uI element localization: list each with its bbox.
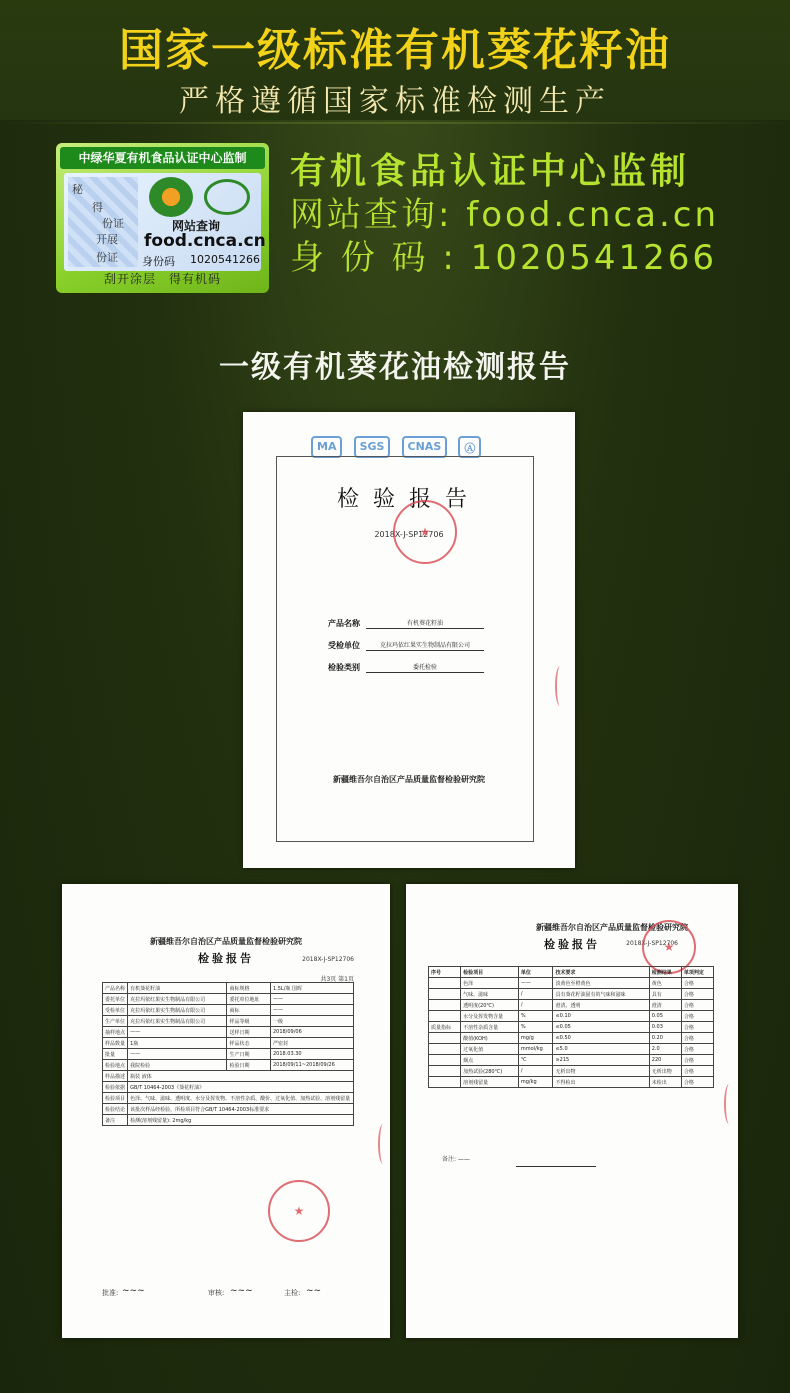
signature-review: ~~~ bbox=[230, 1286, 253, 1296]
report-summary-page bbox=[62, 884, 390, 1338]
divider bbox=[0, 122, 790, 124]
table-cell: —— bbox=[128, 1049, 227, 1060]
table-cell: —— bbox=[270, 994, 353, 1005]
table-cell: 过氧化值 bbox=[461, 1044, 519, 1055]
cert-scratch-area bbox=[68, 177, 138, 267]
table-cell: 检验结论 bbox=[103, 1104, 128, 1115]
table-cell: 淡黄色至橙黄色 bbox=[553, 978, 649, 989]
table-cell: % bbox=[518, 1022, 553, 1033]
field-value: 有机葵花籽油 bbox=[366, 618, 484, 629]
table-cell: 澄清、透明 bbox=[553, 1000, 649, 1011]
table-cell: 合格 bbox=[681, 1000, 713, 1011]
cert-id-label: 身份码 bbox=[142, 255, 175, 268]
table-header-cell: 技术要求 bbox=[553, 967, 649, 978]
table-cell: 严密封 bbox=[270, 1038, 353, 1049]
summary-org: 新疆维吾尔自治区产品质量监督检验研究院 bbox=[150, 937, 302, 946]
table-row bbox=[429, 989, 714, 1000]
table-cell: 合格 bbox=[681, 989, 713, 1000]
table-cell: 溶剂残留量 bbox=[461, 1077, 519, 1088]
table-cell bbox=[429, 1000, 461, 1011]
sig-review-label: 审核: bbox=[208, 1289, 225, 1297]
table-cell: 生产单位 bbox=[103, 1016, 128, 1027]
table-cell: 0.05 bbox=[649, 1011, 681, 1022]
table-cell: 我院检验 bbox=[128, 1060, 227, 1071]
table-cell: ≤0.10 bbox=[553, 1011, 649, 1022]
table-cell: 具有葵花籽油固有的气味和滋味 bbox=[553, 989, 649, 1000]
table-row bbox=[103, 1060, 354, 1071]
table-cell: 1瓶 bbox=[128, 1038, 227, 1049]
table-cell: 瓶装 液体 bbox=[128, 1071, 354, 1082]
table-cell: 检测(溶剂残留量): 2mg/kg bbox=[128, 1115, 354, 1126]
field-key: 受检单位 bbox=[328, 641, 360, 650]
table-header-cell: 检验项目 bbox=[461, 967, 519, 978]
table-row bbox=[103, 1005, 354, 1016]
table-row bbox=[103, 1104, 354, 1115]
table-cell: 合格 bbox=[681, 1066, 713, 1077]
table-cell: 0.20 bbox=[649, 1033, 681, 1044]
table-cell: 2.0 bbox=[649, 1044, 681, 1055]
table-cell: 合格 bbox=[681, 1077, 713, 1088]
table-cell: 色泽 bbox=[461, 978, 519, 989]
table-cell: 2018.03.30 bbox=[270, 1049, 353, 1060]
table-cell: GB/T 10464-2003《葵花籽油》 bbox=[128, 1082, 354, 1093]
table-cell: 批量 bbox=[103, 1049, 128, 1060]
table-cell bbox=[429, 1011, 461, 1022]
field-value: 委托检验 bbox=[366, 662, 484, 673]
detail-remark: 备注: —— bbox=[442, 1156, 470, 1163]
table-cell bbox=[429, 1066, 461, 1077]
signature-approve: ~~~ bbox=[122, 1286, 145, 1296]
cert-left-text: 份证 bbox=[96, 251, 118, 264]
summary-page-no: 共3页 第1页 bbox=[320, 976, 354, 983]
table-cell: 委托单位地址 bbox=[227, 994, 270, 1005]
table-cell: 合格 bbox=[681, 1055, 713, 1066]
table-cell: 委托单位 bbox=[103, 994, 128, 1005]
cert-id: 1020541266 bbox=[190, 253, 260, 266]
table-cell: 生产日期 bbox=[227, 1049, 270, 1060]
table-header-cell: 序号 bbox=[429, 967, 461, 978]
sgs-logo-icon: SGS bbox=[354, 436, 391, 458]
cert-info bbox=[290, 150, 719, 280]
table-cell: ≤5.0 bbox=[553, 1044, 649, 1055]
cert-label-body bbox=[64, 173, 266, 271]
table-cell: / bbox=[518, 1066, 553, 1077]
table-cell: 样品等级 bbox=[227, 1016, 270, 1027]
table-cell: 合格 bbox=[681, 978, 713, 989]
table-cell: 合格 bbox=[681, 1033, 713, 1044]
table-cell: mmol/kg bbox=[518, 1044, 553, 1055]
table-cell: 样品状态 bbox=[227, 1038, 270, 1049]
page-subtitle: 严格遵循国家标准检测生产 bbox=[179, 84, 611, 119]
table-cell: 无析出物 bbox=[649, 1066, 681, 1077]
table-cell: % bbox=[518, 1011, 553, 1022]
table-cell: 样品数量 bbox=[103, 1038, 128, 1049]
table-cell: 合格 bbox=[681, 1011, 713, 1022]
cert-left-text: 得 bbox=[92, 201, 103, 214]
china-organic-logo-icon bbox=[204, 179, 250, 215]
table-cell: 不溶性杂质含量 bbox=[461, 1022, 519, 1033]
table-row bbox=[103, 1093, 354, 1104]
table-row bbox=[103, 1115, 354, 1126]
field-key: 产品名称 bbox=[328, 619, 360, 628]
table-header-cell: 检测结果 bbox=[649, 967, 681, 978]
table-row bbox=[103, 1016, 354, 1027]
sig-approve-label: 批准: bbox=[102, 1289, 119, 1297]
table-cell: 商标规格 bbox=[227, 983, 270, 994]
cover-title: 检验报告 bbox=[336, 487, 481, 512]
cover-org: 新疆维吾尔自治区产品质量监督检验研究院 bbox=[333, 775, 485, 784]
organic-logo-icon bbox=[149, 177, 193, 217]
cert-left-text: 秘 bbox=[72, 183, 83, 196]
cover-report-code: 2018X-J-SP12706 bbox=[374, 530, 444, 539]
table-cell: 加热试验(280℃) bbox=[461, 1066, 519, 1077]
table-cell: 2018/09/06 bbox=[270, 1027, 353, 1038]
table-cell: —— bbox=[128, 1027, 227, 1038]
table-cell: 透明度(20℃) bbox=[461, 1000, 519, 1011]
cert-left-text: 开展 bbox=[96, 233, 118, 246]
table-cell: 合格 bbox=[681, 1044, 713, 1055]
table-row bbox=[429, 1066, 714, 1077]
table-row bbox=[429, 1055, 714, 1066]
red-seal-stamp bbox=[268, 1180, 330, 1242]
table-cell: 一级 bbox=[270, 1016, 353, 1027]
detail-table bbox=[428, 966, 714, 1088]
detail-org: 新疆维吾尔自治区产品质量监督检验研究院 bbox=[536, 923, 688, 932]
red-seal-edge bbox=[724, 1084, 734, 1124]
table-cell: 检验依据 bbox=[103, 1082, 128, 1093]
table-cell bbox=[429, 1055, 461, 1066]
detail-title: 检验报告 bbox=[544, 938, 600, 951]
cover-field bbox=[328, 640, 498, 662]
table-row bbox=[103, 994, 354, 1005]
signature-main: ~~ bbox=[306, 1286, 322, 1296]
table-cell bbox=[429, 1044, 461, 1055]
table-row bbox=[429, 1000, 714, 1011]
cert-info-line1: 有机食品认证中心监制 bbox=[290, 151, 691, 192]
table-cell: 气味、滋味 bbox=[461, 989, 519, 1000]
table-cell: mg/g bbox=[518, 1033, 553, 1044]
table-cell: 色泽、气味、滋味、透明度、水分及挥发物、不溶性杂质、酸价、过氧化值、加热试验、溶剂残留量 bbox=[128, 1093, 354, 1104]
table-cell: 检验地点 bbox=[103, 1060, 128, 1071]
cert-foot: 刮开涂层 得有机码 bbox=[103, 272, 221, 286]
ma-logo-icon: MA bbox=[311, 436, 342, 458]
table-cell: 商标 bbox=[227, 1005, 270, 1016]
table-cell: mg/kg bbox=[518, 1077, 553, 1088]
table-cell: 该批次样品经检验，所检项目符合GB/T 10464-2003标准要求 bbox=[128, 1104, 354, 1115]
table-cell: 2018/09/11~2018/09/26 bbox=[270, 1060, 353, 1071]
page-title: 国家一级标准有机葵花籽油 bbox=[119, 25, 671, 76]
cert-label-head: 中绿华夏有机食品认证中心监制 bbox=[60, 147, 265, 169]
summary-table bbox=[102, 982, 354, 1126]
table-cell: 克拉玛依红果实生物制品有限公司 bbox=[128, 1005, 227, 1016]
red-seal-stamp bbox=[393, 500, 457, 564]
table-row bbox=[429, 1022, 714, 1033]
table-row bbox=[103, 1027, 354, 1038]
field-value: 克拉玛依红果实生物制品有限公司 bbox=[366, 640, 484, 651]
cnas-logo-icon: CNAS bbox=[402, 436, 448, 458]
summary-code: 2018X-J-SP12706 bbox=[302, 956, 354, 963]
table-cell: 烟点 bbox=[461, 1055, 519, 1066]
organic-cert-label bbox=[56, 143, 269, 293]
table-cell: 受检单位 bbox=[103, 1005, 128, 1016]
table-row bbox=[103, 1049, 354, 1060]
table-cell: 检验项目 bbox=[103, 1093, 128, 1104]
cert-info-id: 身 份 码 : 1020541266 bbox=[290, 238, 718, 278]
red-seal-edge bbox=[555, 666, 565, 706]
table-cell: 送样日期 bbox=[227, 1027, 270, 1038]
table-cell: 220 bbox=[649, 1055, 681, 1066]
cover-field bbox=[328, 662, 498, 684]
cert-left-text: 份证 bbox=[102, 217, 124, 230]
end-line bbox=[516, 1166, 596, 1167]
cert-info-site: 网站查询: food.cnca.cn bbox=[290, 195, 720, 235]
table-row bbox=[429, 1044, 714, 1055]
table-cell: 合格 bbox=[681, 1022, 713, 1033]
table-row bbox=[429, 1077, 714, 1088]
sig-main-label: 主检: bbox=[284, 1289, 301, 1297]
red-seal-edge bbox=[378, 1124, 388, 1164]
summary-title: 检验报告 bbox=[198, 952, 254, 965]
table-row bbox=[429, 1033, 714, 1044]
report-cover-page bbox=[243, 412, 575, 868]
table-cell: ≥215 bbox=[553, 1055, 649, 1066]
table-cell: 有机葵花籽油 bbox=[128, 983, 227, 994]
table-cell: 不得检出 bbox=[553, 1077, 649, 1088]
table-header-cell: 单项判定 bbox=[681, 967, 713, 978]
cover-field bbox=[328, 618, 498, 640]
table-cell: ≤0.50 bbox=[553, 1033, 649, 1044]
cover-fields bbox=[328, 618, 498, 684]
table-cell: 0.03 bbox=[649, 1022, 681, 1033]
table-cell: / bbox=[518, 989, 553, 1000]
table-cell: 质量指标 bbox=[429, 1022, 461, 1033]
report-detail-page bbox=[406, 884, 738, 1338]
table-cell: 样品描述 bbox=[103, 1071, 128, 1082]
table-row bbox=[103, 1071, 354, 1082]
table-header-row bbox=[429, 967, 714, 978]
table-cell: 抽样地点 bbox=[103, 1027, 128, 1038]
table-cell bbox=[429, 1033, 461, 1044]
table-cell bbox=[429, 989, 461, 1000]
table-cell: 未检出 bbox=[649, 1077, 681, 1088]
ilac-logo-icon: Ⓐ bbox=[458, 436, 481, 458]
field-key: 检验类别 bbox=[328, 663, 360, 672]
table-cell bbox=[429, 1077, 461, 1088]
table-row bbox=[103, 1038, 354, 1049]
table-cell: 酸值(KOH) bbox=[461, 1033, 519, 1044]
table-cell: 备注 bbox=[103, 1115, 128, 1126]
detail-code: 2018X-J-SP12706 bbox=[626, 940, 678, 947]
cert-site-label: 网站查询 bbox=[172, 219, 221, 233]
table-cell: 克拉玛依红果实生物制品有限公司 bbox=[128, 994, 227, 1005]
table-cell: 1.5L/瓶 国晖 bbox=[270, 983, 353, 994]
table-cell: ℃ bbox=[518, 1055, 553, 1066]
table-cell: 无析出物 bbox=[553, 1066, 649, 1077]
table-cell: 产品名称 bbox=[103, 983, 128, 994]
table-cell: —— bbox=[518, 978, 553, 989]
table-header-cell: 单位 bbox=[518, 967, 553, 978]
table-row bbox=[429, 1011, 714, 1022]
table-row bbox=[429, 978, 714, 989]
table-row bbox=[103, 983, 354, 994]
table-cell: 水分及挥发物含量 bbox=[461, 1011, 519, 1022]
table-cell: / bbox=[518, 1000, 553, 1011]
table-cell: 具有 bbox=[649, 989, 681, 1000]
cert-site: food.cnca.cn bbox=[144, 231, 266, 251]
table-cell: 黄色 bbox=[649, 978, 681, 989]
table-cell: 检验日期 bbox=[227, 1060, 270, 1071]
table-row bbox=[103, 1082, 354, 1093]
report-heading: 一级有机葵花油检测报告 bbox=[219, 350, 571, 385]
table-cell: 克拉玛依红果实生物制品有限公司 bbox=[128, 1016, 227, 1027]
table-cell: ≤0.05 bbox=[553, 1022, 649, 1033]
table-cell bbox=[429, 978, 461, 989]
table-cell: —— bbox=[270, 1005, 353, 1016]
table-cell: 澄清 bbox=[649, 1000, 681, 1011]
